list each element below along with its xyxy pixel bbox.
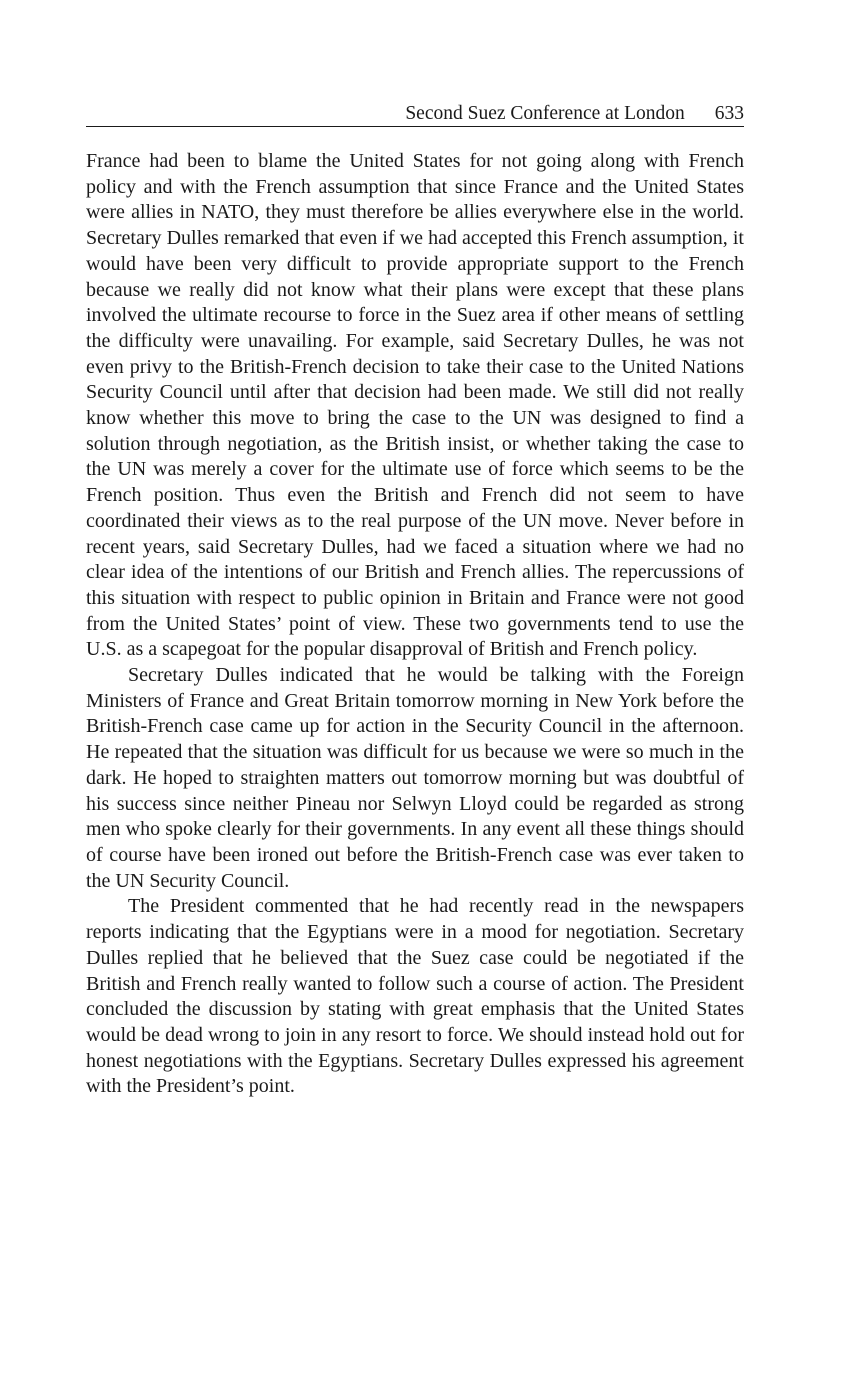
document-page (86, 102, 744, 1100)
body-text (86, 149, 744, 1100)
running-header (86, 102, 744, 127)
page-number: 633 (714, 103, 744, 124)
paragraph-1: France had been to blame the United States for not going along with French policy and with the French assumption that since France and the United States were allies in NATO, they must therefore be allies everywhere else in the world. Secretary Dulles remarked that even if we had accepted this French assumption, it would have been very difficult to provide appropriate support to the French because we really did not know what their plans were except that these plans involved the ultimate recourse to force in the Suez area if other means of settling the difficulty were unavailing. For example, said Secretary Dulles, he was not even privy to the British-French decision to take their case to the United Nations Security Council until after that decision had been made. We still did not really know whether this move to bring the case to the UN was designed to find a solution through negotiation, as the British insist, or whether taking the case to the UN was merely a cover for the ultimate use of force which seems to be the French position. Thus even the British and French did not seem to have coordinated their views as to the real purpose of the UN move. Never before in recent years, said Secretary Dulles, had we faced a situation where we had no clear idea of the intentions of our British and French allies. The repercussions of this situation with respect to public opinion in Britain and France were not good from the United States’ point of view. These two governments tend to use the U.S. as a scapegoat for the popular disapproval of British and French policy. (86, 150, 744, 661)
paragraph-2: Secretary Dulles indicated that he would be talking with the Foreign Ministers of France and Great Britain tomorrow morning in New York before the British-French case came up for action in the Security Council in the afternoon. He repeated that the situation was difficult for us because we were so much in the dark. He hoped to straighten matters out tomorrow morning but was doubtful of his success since neither Pineau nor Selwyn Lloyd could be regarded as strong men who spoke clearly for their governments. In any event all these things should of course have been ironed out before the British-French case was ever taken to the UN Security Council. (86, 664, 744, 892)
paragraph-3: The President commented that he had recently read in the newspapers reports indicating that the Egyptians were in a mood for negotiation. Secretary Dulles replied that he believed that the Suez case could be negotiated if the British and French really wanted to follow such a course of action. The President concluded the discussion by stating with great emphasis that the United States would be dead wrong to join in any resort to force. We should instead hold out for honest negotiations with the Egyptians. Secretary Dulles expressed his agreement with the President’s point. (86, 895, 744, 1098)
running-title: Second Suez Conference at London (405, 103, 685, 124)
